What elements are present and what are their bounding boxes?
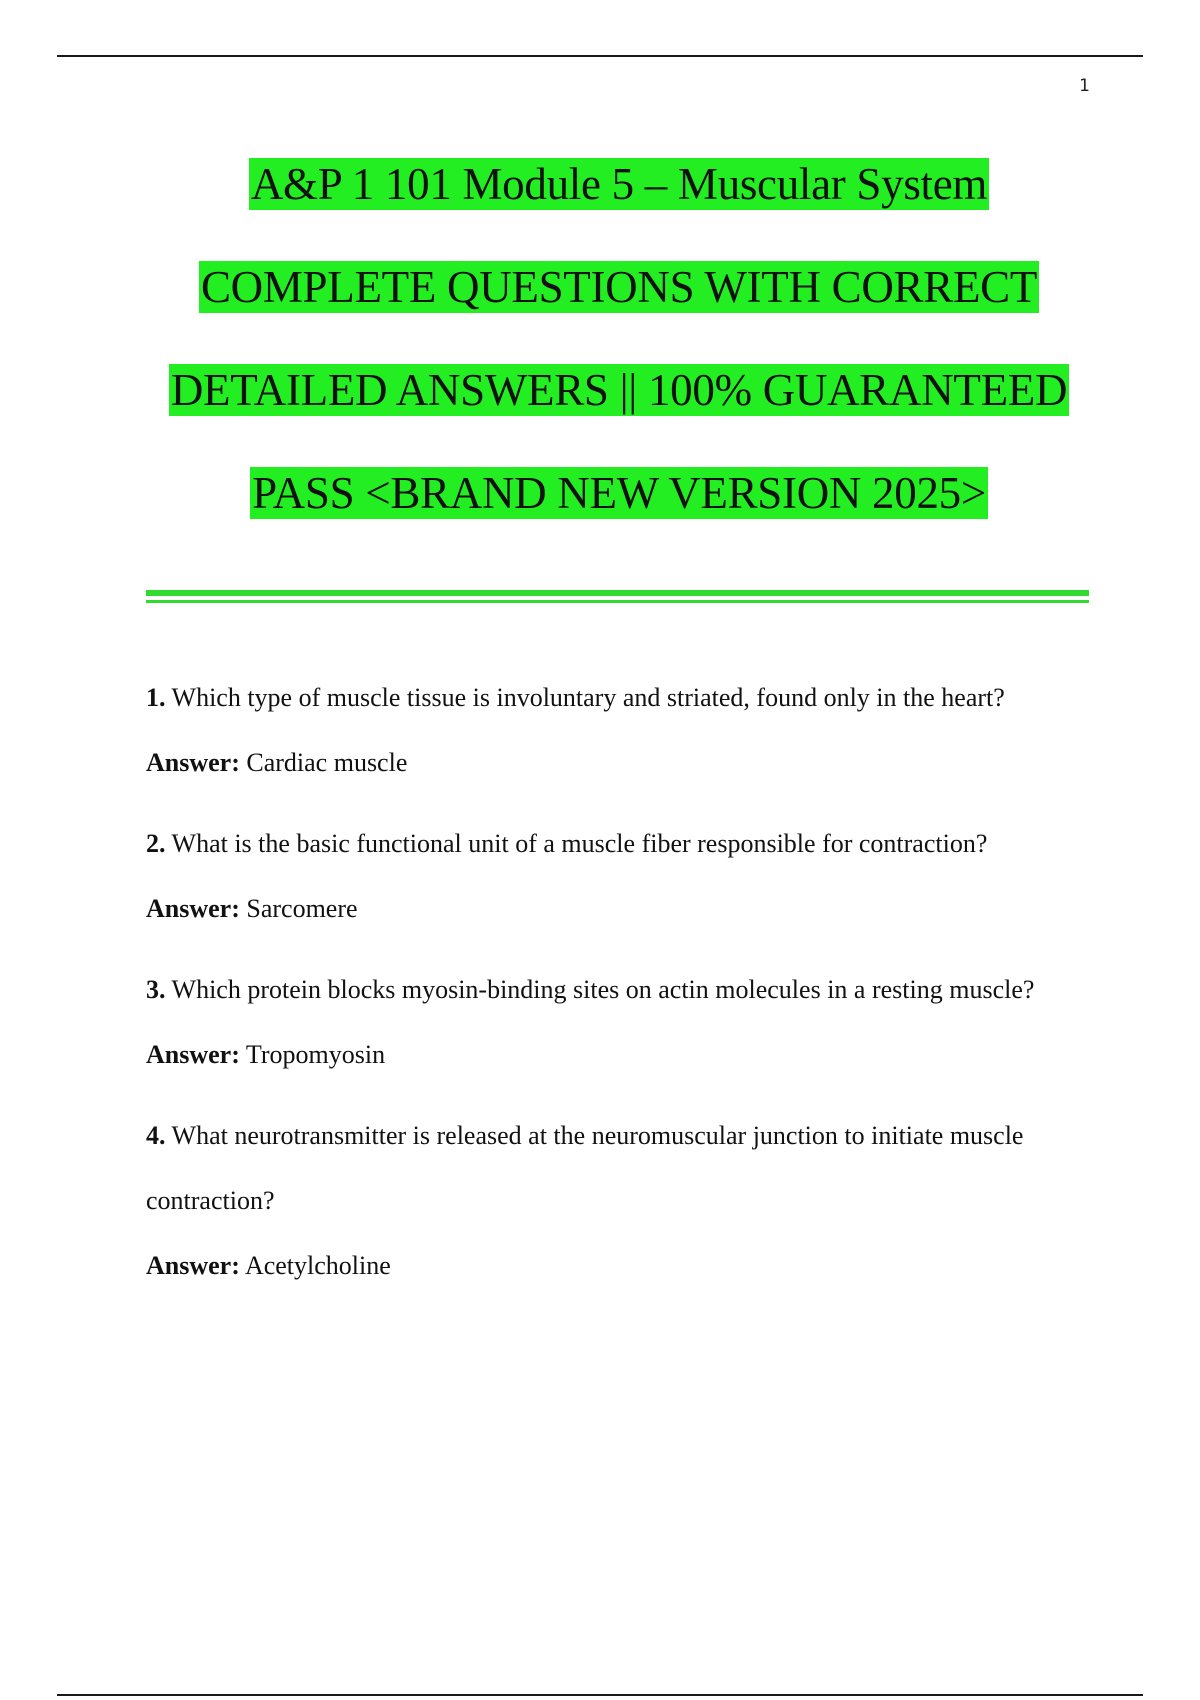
title-line-2-text: COMPLETE QUESTIONS WITH CORRECT bbox=[200, 262, 1038, 312]
answer-text: Tropomyosin bbox=[245, 1040, 386, 1069]
answer-2 bbox=[146, 876, 1096, 941]
answer-4 bbox=[146, 1233, 1096, 1298]
title-line-1-text: A&P 1 101 Module 5 – Muscular System bbox=[250, 159, 988, 209]
header-rule bbox=[57, 55, 1143, 57]
answer-text: Acetylcholine bbox=[244, 1251, 391, 1280]
question-text: Which type of muscle tissue is involuntary and striated, found only in the heart? bbox=[171, 683, 1005, 712]
answer-text: Cardiac muscle bbox=[246, 748, 408, 777]
question-number: 1. bbox=[146, 683, 166, 712]
divider-thick-line bbox=[146, 590, 1089, 596]
qa-item-4 bbox=[146, 1103, 1096, 1298]
title-divider bbox=[146, 590, 1089, 605]
divider-thin-line bbox=[146, 600, 1089, 603]
answer-label: Answer: bbox=[146, 1040, 240, 1069]
title-line-4-text: PASS <BRAND NEW VERSION 2025> bbox=[252, 468, 986, 518]
question-3 bbox=[146, 957, 1096, 1022]
question-number: 4. bbox=[146, 1121, 166, 1150]
answer-1 bbox=[146, 730, 1096, 795]
title-line-4 bbox=[0, 452, 1200, 555]
footer-rule bbox=[57, 1694, 1143, 1696]
title-line-1 bbox=[0, 143, 1200, 246]
question-1 bbox=[146, 665, 1096, 730]
answer-label: Answer: bbox=[146, 894, 240, 923]
question-2 bbox=[146, 811, 1096, 876]
question-text: What is the basic functional unit of a muscle fiber responsible for contraction? bbox=[171, 829, 988, 858]
page-number: 1 bbox=[1079, 76, 1090, 96]
qa-item-2 bbox=[146, 811, 1096, 941]
question-text: What neurotransmitter is released at the neuromuscular junction to initiate muscle contraction? bbox=[146, 1121, 1024, 1215]
answer-label: Answer: bbox=[146, 1251, 240, 1280]
answer-label: Answer: bbox=[146, 748, 240, 777]
title-line-3-text: DETAILED ANSWERS || 100% GUARANTEED bbox=[170, 365, 1068, 415]
document-title bbox=[0, 143, 1200, 555]
question-text: Which protein blocks myosin-binding sites on actin molecules in a resting muscle? bbox=[171, 975, 1035, 1004]
title-line-3 bbox=[0, 349, 1200, 452]
qa-item-3 bbox=[146, 957, 1096, 1087]
question-number: 3. bbox=[146, 975, 166, 1004]
answer-text: Sarcomere bbox=[246, 894, 358, 923]
question-number: 2. bbox=[146, 829, 166, 858]
question-4 bbox=[146, 1103, 1096, 1233]
title-line-2 bbox=[0, 246, 1200, 349]
qa-item-1 bbox=[146, 665, 1096, 795]
question-list bbox=[146, 665, 1096, 1314]
answer-3 bbox=[146, 1022, 1096, 1087]
